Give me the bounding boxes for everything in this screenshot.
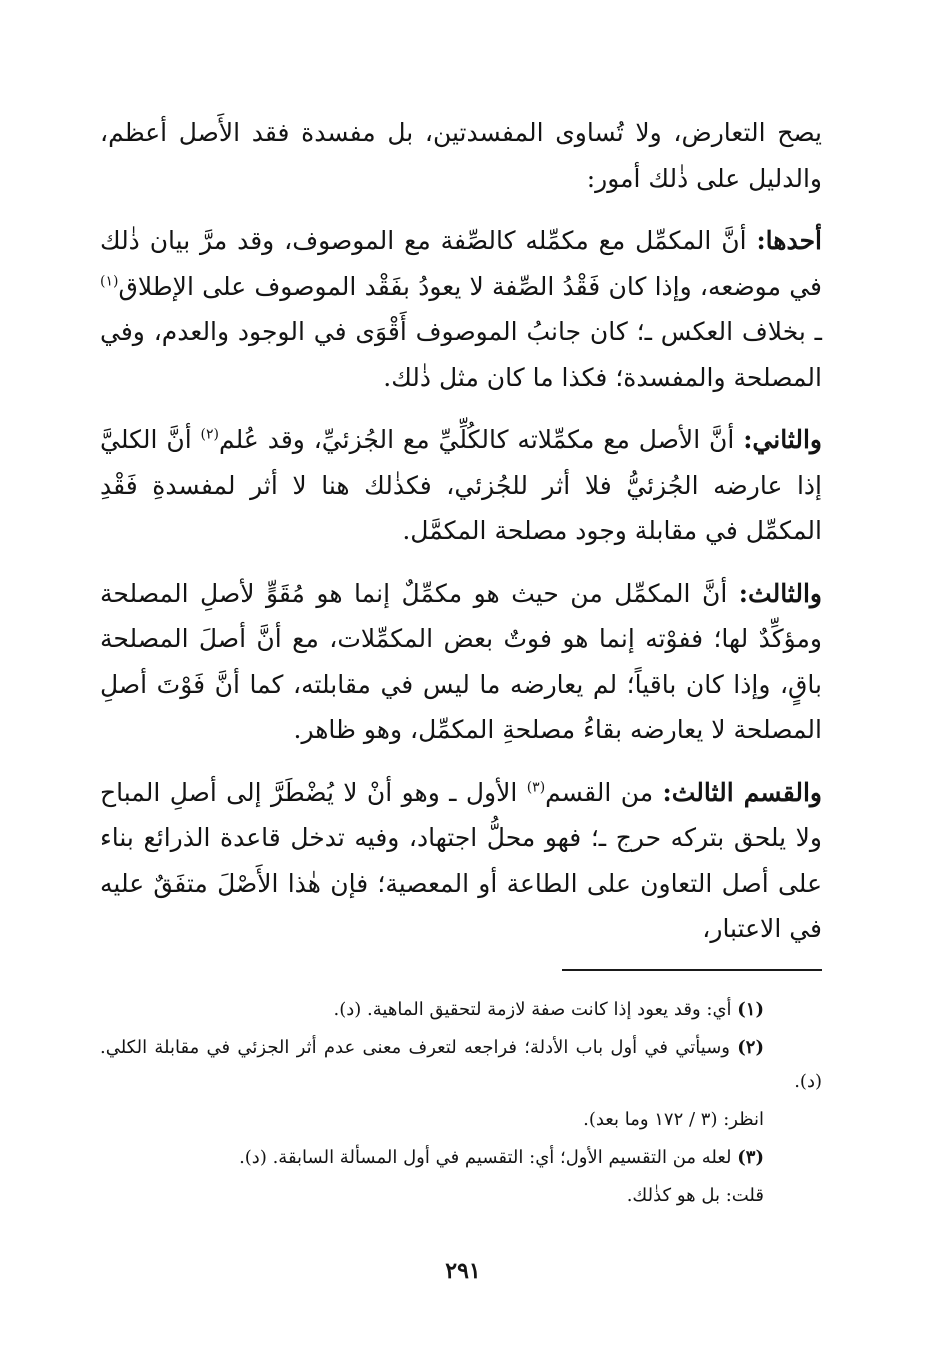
paragraph-text: أنَّ المكمِّل من حيث هو مكمِّلٌ إنما هو مُقَوٍّ لأصلِ المصلحة ومؤكِّدٌ لها؛ ففوْته إنما هو فوتٌ بعض المكمِّلات، مع أنَّ أصلَ المصلحة باقٍ، وإذا كان باقياً؛ لم يعارضه ما ليس في مقابلته، كما أنَّ فَوْتَ أصلِ المصلحة لا يعارضه بقاءُ مصلحةِ المكمِّل، وهو ظاهر. xyxy=(100,578,822,744)
paragraph-third-section xyxy=(100,770,822,952)
paragraph-text: أنَّ الأصل مع مكمِّلاته كالكُلِّيِّ مع الجُزئيِّ، وقد عُلم xyxy=(219,425,744,454)
footnote-text: لعله من التقسيم الأول؛ أي: التقسيم في أول المسألة السابقة. (د). xyxy=(239,1146,738,1168)
footnote-number: (٢) xyxy=(737,1036,764,1058)
page-body xyxy=(100,110,822,1217)
footnote-marker-3[interactable]: (٣) xyxy=(526,779,546,796)
footnote-2 xyxy=(100,1031,822,1099)
footnote-3 xyxy=(100,1141,764,1175)
paragraph-lead: والثالث: xyxy=(738,578,822,608)
paragraph-text: الأول ـ وهو أنْ لا يُضْطَرَّ إلى أصلِ المباح ولا يلحق بتركه حرج ـ؛ فهو محلُّ اجتهاد، وفيه تدخل قاعدة الذرائع بناء على أصل التعاون على الطاعة أو المعصية؛ فإن هٰذا الأَصْلَ متفَقٌ عليه في الاعتبار، xyxy=(100,777,822,943)
footnote-marker-1[interactable]: (١) xyxy=(100,273,119,290)
footnote-2-reference xyxy=(100,1103,764,1137)
footnote-text: أي: وقد يعود إذا كانت صفة لازمة لتحقيق الماهية. (د). xyxy=(333,998,738,1020)
paragraph-text: أنَّ المكمِّل مع مكمِّله كالصِّفة مع الموصوف، وقد مرَّ بيان ذٰلك في موضعه، وإذا كان فَقْدُ الصِّفة لا يعودُ بفَقْد الموصوف على الإطلاق xyxy=(100,226,823,301)
paragraph-text: ـ بخلاف العكس ـ؛ كان جانبُ الموصوف أَقْوَى في الوجود والعدم، وفي المصلحة والمفسدة؛ فكذا ما كان مثل ذٰلك. xyxy=(100,317,822,392)
footnote-text: قلت: بل هو كذٰلك. xyxy=(626,1184,764,1206)
paragraph-text: يصح التعارض، ولا تُساوى المفسدتين، بل مفسدة فقد الأَصل أعظم، والدليل على ذٰلك أمور: xyxy=(100,118,822,193)
footnote-divider xyxy=(562,969,822,971)
paragraph-lead: والثاني: xyxy=(743,425,823,454)
footnote-number: (١) xyxy=(737,998,764,1020)
paragraph-second-reason xyxy=(100,417,822,554)
paragraph-lead: أحدها: xyxy=(756,226,822,255)
page-number: ٢٩١ xyxy=(445,1258,481,1284)
paragraph-first-reason xyxy=(100,218,822,400)
footnote-1 xyxy=(100,993,764,1027)
paragraph-lead: والقسم الثالث: xyxy=(662,777,822,807)
paragraph-text: من القسم xyxy=(545,777,663,807)
footnotes xyxy=(100,993,822,1213)
footnote-text: وسيأتي في أول باب الأدلة؛ فراجعه لتعرف معنى عدم أثر الجزئي في مقابلة الكلي. (د). xyxy=(100,1036,822,1092)
footnote-number: (٣) xyxy=(737,1146,764,1168)
paragraph-text: أنَّ الكليَّ إذا عارضه الجُزئيُّ فلا أثر للجُزئي، فكذٰلك هنا لا أثر لمفسدةِ فَقْدِ المكمِّل في مقابلة وجود مصلحة المكمَّل. xyxy=(100,425,822,545)
footnote-text: انظر: (٣ / ١٧٢ وما بعد). xyxy=(583,1108,764,1130)
footnote-marker-2[interactable]: (٢) xyxy=(200,426,219,443)
paragraph-third-reason xyxy=(100,571,822,753)
paragraph-intro xyxy=(100,110,822,201)
footnote-3-comment xyxy=(100,1179,764,1213)
main-text xyxy=(100,110,822,952)
